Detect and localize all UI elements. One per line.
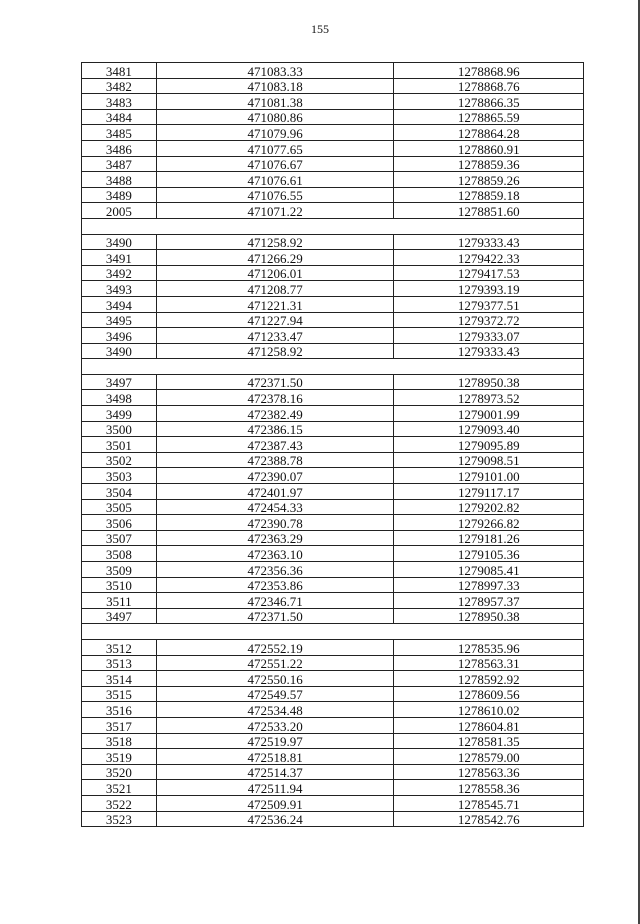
point-number-cell: 3508 bbox=[82, 546, 157, 562]
x-coordinate-cell: 471208.77 bbox=[156, 281, 394, 297]
table-row bbox=[82, 374, 584, 390]
point-number-cell: 3481 bbox=[82, 63, 157, 79]
point-number-cell: 3490 bbox=[82, 343, 157, 359]
point-number-cell: 3523 bbox=[82, 811, 157, 827]
y-coordinate-cell: 1279393.19 bbox=[394, 281, 584, 297]
x-coordinate-cell: 472514.37 bbox=[156, 764, 394, 780]
x-coordinate-cell: 472401.97 bbox=[156, 484, 394, 500]
x-coordinate-cell: 471258.92 bbox=[156, 234, 394, 250]
x-coordinate-cell: 471083.18 bbox=[156, 78, 394, 94]
x-coordinate-cell: 471077.65 bbox=[156, 140, 394, 156]
point-number-cell: 3512 bbox=[82, 639, 157, 655]
point-number-cell: 3492 bbox=[82, 265, 157, 281]
y-coordinate-cell: 1279333.43 bbox=[394, 343, 584, 359]
x-coordinate-cell: 471071.22 bbox=[156, 203, 394, 219]
point-number-cell: 3504 bbox=[82, 484, 157, 500]
y-coordinate-cell: 1279372.72 bbox=[394, 312, 584, 328]
coordinates-table bbox=[81, 62, 584, 827]
table-row bbox=[82, 749, 584, 765]
point-number-cell: 3500 bbox=[82, 421, 157, 437]
point-number-cell: 3518 bbox=[82, 733, 157, 749]
y-coordinate-cell: 1278859.36 bbox=[394, 156, 584, 172]
table-row bbox=[82, 702, 584, 718]
y-coordinate-cell: 1278610.02 bbox=[394, 702, 584, 718]
x-coordinate-cell: 472390.07 bbox=[156, 468, 394, 484]
x-coordinate-cell: 472550.16 bbox=[156, 671, 394, 687]
table-row bbox=[82, 312, 584, 328]
table-row bbox=[82, 530, 584, 546]
x-coordinate-cell: 472371.50 bbox=[156, 374, 394, 390]
x-coordinate-cell: 471258.92 bbox=[156, 343, 394, 359]
x-coordinate-cell: 472386.15 bbox=[156, 421, 394, 437]
table-row bbox=[82, 546, 584, 562]
point-number-cell: 3491 bbox=[82, 250, 157, 266]
table-row bbox=[82, 328, 584, 344]
y-coordinate-cell: 1279105.36 bbox=[394, 546, 584, 562]
x-coordinate-cell: 472552.19 bbox=[156, 639, 394, 655]
table-row bbox=[82, 140, 584, 156]
x-coordinate-cell: 472533.20 bbox=[156, 717, 394, 733]
point-number-cell: 3505 bbox=[82, 499, 157, 515]
y-coordinate-cell: 1278868.76 bbox=[394, 78, 584, 94]
point-number-cell: 3494 bbox=[82, 296, 157, 312]
x-coordinate-cell: 472511.94 bbox=[156, 780, 394, 796]
point-number-cell: 3493 bbox=[82, 281, 157, 297]
y-coordinate-cell: 1278542.76 bbox=[394, 811, 584, 827]
x-coordinate-cell: 472382.49 bbox=[156, 406, 394, 422]
x-coordinate-cell: 471076.61 bbox=[156, 172, 394, 188]
group-separator-row bbox=[82, 359, 584, 375]
x-coordinate-cell: 471081.38 bbox=[156, 94, 394, 110]
table-row bbox=[82, 421, 584, 437]
y-coordinate-cell: 1279333.07 bbox=[394, 328, 584, 344]
table-row bbox=[82, 577, 584, 593]
y-coordinate-cell: 1279098.51 bbox=[394, 452, 584, 468]
point-number-cell: 3502 bbox=[82, 452, 157, 468]
point-number-cell: 3488 bbox=[82, 172, 157, 188]
point-number-cell: 3510 bbox=[82, 577, 157, 593]
y-coordinate-cell: 1279202.82 bbox=[394, 499, 584, 515]
x-coordinate-cell: 472353.86 bbox=[156, 577, 394, 593]
table-row bbox=[82, 343, 584, 359]
point-number-cell: 3509 bbox=[82, 562, 157, 578]
table-row bbox=[82, 250, 584, 266]
point-number-cell: 3495 bbox=[82, 312, 157, 328]
point-number-cell: 3511 bbox=[82, 593, 157, 609]
point-number-cell: 3517 bbox=[82, 717, 157, 733]
y-coordinate-cell: 1278859.18 bbox=[394, 187, 584, 203]
point-number-cell: 3507 bbox=[82, 530, 157, 546]
x-coordinate-cell: 471227.94 bbox=[156, 312, 394, 328]
group-separator-cell bbox=[82, 218, 584, 234]
table-row bbox=[82, 63, 584, 79]
x-coordinate-cell: 471233.47 bbox=[156, 328, 394, 344]
table-row bbox=[82, 78, 584, 94]
table-row bbox=[82, 109, 584, 125]
x-coordinate-cell: 472509.91 bbox=[156, 795, 394, 811]
x-coordinate-cell: 471221.31 bbox=[156, 296, 394, 312]
table-row bbox=[82, 717, 584, 733]
group-separator-row bbox=[82, 624, 584, 640]
table-row bbox=[82, 608, 584, 624]
point-number-cell: 3516 bbox=[82, 702, 157, 718]
x-coordinate-cell: 472454.33 bbox=[156, 499, 394, 515]
y-coordinate-cell: 1279422.33 bbox=[394, 250, 584, 266]
page-number: 155 bbox=[311, 22, 329, 36]
table-row bbox=[82, 406, 584, 422]
table-row bbox=[82, 764, 584, 780]
x-coordinate-cell: 472519.97 bbox=[156, 733, 394, 749]
y-coordinate-cell: 1278604.81 bbox=[394, 717, 584, 733]
y-coordinate-cell: 1278865.59 bbox=[394, 109, 584, 125]
x-coordinate-cell: 472534.48 bbox=[156, 702, 394, 718]
y-coordinate-cell: 1279093.40 bbox=[394, 421, 584, 437]
point-number-cell: 3486 bbox=[82, 140, 157, 156]
point-number-cell: 3520 bbox=[82, 764, 157, 780]
point-number-cell: 3506 bbox=[82, 515, 157, 531]
x-coordinate-cell: 471079.96 bbox=[156, 125, 394, 141]
y-coordinate-cell: 1278545.71 bbox=[394, 795, 584, 811]
x-coordinate-cell: 472388.78 bbox=[156, 452, 394, 468]
x-coordinate-cell: 472549.57 bbox=[156, 686, 394, 702]
table-row bbox=[82, 811, 584, 827]
table-row bbox=[82, 296, 584, 312]
x-coordinate-cell: 472378.16 bbox=[156, 390, 394, 406]
x-coordinate-cell: 472363.29 bbox=[156, 530, 394, 546]
table-row bbox=[82, 499, 584, 515]
table-row bbox=[82, 780, 584, 796]
table-row bbox=[82, 437, 584, 453]
table-row bbox=[82, 265, 584, 281]
table-row bbox=[82, 484, 584, 500]
table-row bbox=[82, 733, 584, 749]
y-coordinate-cell: 1279333.43 bbox=[394, 234, 584, 250]
y-coordinate-cell: 1278563.36 bbox=[394, 764, 584, 780]
point-number-cell: 3503 bbox=[82, 468, 157, 484]
y-coordinate-cell: 1278997.33 bbox=[394, 577, 584, 593]
table-row bbox=[82, 562, 584, 578]
y-coordinate-cell: 1278535.96 bbox=[394, 639, 584, 655]
group-separator-cell bbox=[82, 359, 584, 375]
point-number-cell: 3515 bbox=[82, 686, 157, 702]
y-coordinate-cell: 1279266.82 bbox=[394, 515, 584, 531]
point-number-cell: 3498 bbox=[82, 390, 157, 406]
x-coordinate-cell: 472536.24 bbox=[156, 811, 394, 827]
table-row bbox=[82, 390, 584, 406]
x-coordinate-cell: 472363.10 bbox=[156, 546, 394, 562]
x-coordinate-cell: 472390.78 bbox=[156, 515, 394, 531]
y-coordinate-cell: 1279417.53 bbox=[394, 265, 584, 281]
point-number-cell: 3497 bbox=[82, 608, 157, 624]
table-row bbox=[82, 686, 584, 702]
point-number-cell: 3501 bbox=[82, 437, 157, 453]
coordinates-table-body bbox=[82, 63, 584, 827]
y-coordinate-cell: 1279001.99 bbox=[394, 406, 584, 422]
table-row bbox=[82, 593, 584, 609]
table-row bbox=[82, 94, 584, 110]
table-row bbox=[82, 452, 584, 468]
y-coordinate-cell: 1278563.31 bbox=[394, 655, 584, 671]
point-number-cell: 3496 bbox=[82, 328, 157, 344]
y-coordinate-cell: 1278864.28 bbox=[394, 125, 584, 141]
y-coordinate-cell: 1279101.00 bbox=[394, 468, 584, 484]
point-number-cell: 3483 bbox=[82, 94, 157, 110]
table-row bbox=[82, 203, 584, 219]
y-coordinate-cell: 1278957.37 bbox=[394, 593, 584, 609]
x-coordinate-cell: 471076.55 bbox=[156, 187, 394, 203]
x-coordinate-cell: 472346.71 bbox=[156, 593, 394, 609]
point-number-cell: 2005 bbox=[82, 203, 157, 219]
y-coordinate-cell: 1279095.89 bbox=[394, 437, 584, 453]
point-number-cell: 3497 bbox=[82, 374, 157, 390]
y-coordinate-cell: 1279085.41 bbox=[394, 562, 584, 578]
point-number-cell: 3521 bbox=[82, 780, 157, 796]
point-number-cell: 3514 bbox=[82, 671, 157, 687]
x-coordinate-cell: 471083.33 bbox=[156, 63, 394, 79]
y-coordinate-cell: 1279377.51 bbox=[394, 296, 584, 312]
y-coordinate-cell: 1278592.92 bbox=[394, 671, 584, 687]
point-number-cell: 3484 bbox=[82, 109, 157, 125]
y-coordinate-cell: 1279181.26 bbox=[394, 530, 584, 546]
table-row bbox=[82, 125, 584, 141]
x-coordinate-cell: 472518.81 bbox=[156, 749, 394, 765]
table-row bbox=[82, 639, 584, 655]
x-coordinate-cell: 471266.29 bbox=[156, 250, 394, 266]
y-coordinate-cell: 1278950.38 bbox=[394, 374, 584, 390]
table-row bbox=[82, 281, 584, 297]
table-row bbox=[82, 671, 584, 687]
point-number-cell: 3489 bbox=[82, 187, 157, 203]
point-number-cell: 3490 bbox=[82, 234, 157, 250]
y-coordinate-cell: 1278868.96 bbox=[394, 63, 584, 79]
x-coordinate-cell: 471076.67 bbox=[156, 156, 394, 172]
point-number-cell: 3487 bbox=[82, 156, 157, 172]
x-coordinate-cell: 472356.36 bbox=[156, 562, 394, 578]
group-separator-cell bbox=[82, 624, 584, 640]
table-row bbox=[82, 795, 584, 811]
table-row bbox=[82, 156, 584, 172]
table-row bbox=[82, 172, 584, 188]
y-coordinate-cell: 1278558.36 bbox=[394, 780, 584, 796]
table-row bbox=[82, 468, 584, 484]
x-coordinate-cell: 472551.22 bbox=[156, 655, 394, 671]
x-coordinate-cell: 471080.86 bbox=[156, 109, 394, 125]
y-coordinate-cell: 1278579.00 bbox=[394, 749, 584, 765]
y-coordinate-cell: 1279117.17 bbox=[394, 484, 584, 500]
y-coordinate-cell: 1278973.52 bbox=[394, 390, 584, 406]
y-coordinate-cell: 1278860.91 bbox=[394, 140, 584, 156]
point-number-cell: 3513 bbox=[82, 655, 157, 671]
y-coordinate-cell: 1278859.26 bbox=[394, 172, 584, 188]
table-row bbox=[82, 234, 584, 250]
y-coordinate-cell: 1278866.35 bbox=[394, 94, 584, 110]
point-number-cell: 3485 bbox=[82, 125, 157, 141]
x-coordinate-cell: 472371.50 bbox=[156, 608, 394, 624]
point-number-cell: 3522 bbox=[82, 795, 157, 811]
y-coordinate-cell: 1278950.38 bbox=[394, 608, 584, 624]
point-number-cell: 3499 bbox=[82, 406, 157, 422]
point-number-cell: 3519 bbox=[82, 749, 157, 765]
y-coordinate-cell: 1278581.35 bbox=[394, 733, 584, 749]
group-separator-row bbox=[82, 218, 584, 234]
table-row bbox=[82, 515, 584, 531]
x-coordinate-cell: 472387.43 bbox=[156, 437, 394, 453]
x-coordinate-cell: 471206.01 bbox=[156, 265, 394, 281]
y-coordinate-cell: 1278851.60 bbox=[394, 203, 584, 219]
table-row bbox=[82, 187, 584, 203]
table-row bbox=[82, 655, 584, 671]
point-number-cell: 3482 bbox=[82, 78, 157, 94]
y-coordinate-cell: 1278609.56 bbox=[394, 686, 584, 702]
